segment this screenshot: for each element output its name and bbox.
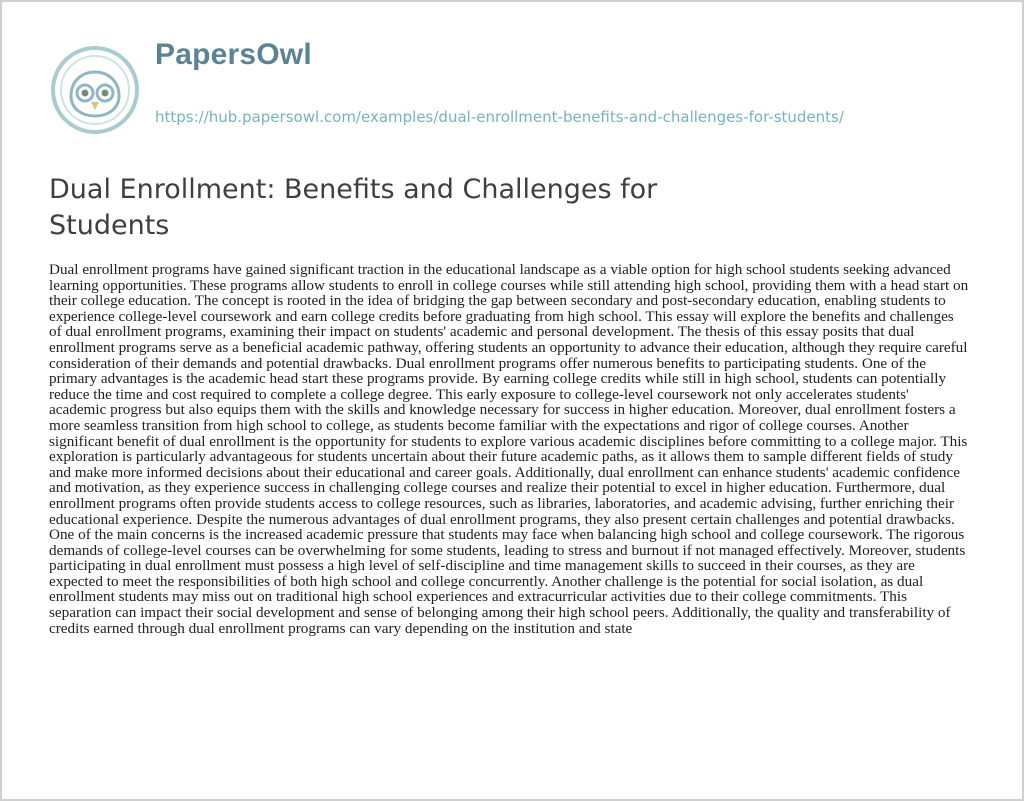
source-url[interactable]: https://hub.papersowl.com/examples/dual-enrollment-benefits-and-challenges-for-students/: [155, 108, 844, 126]
owl-logo-icon: [49, 44, 141, 136]
document-body: Dual enrollment programs have gained significant traction in the educational landscape as a viable option for high school students seeking advanced learning opportunities. These programs allow students to enroll in college courses while still attending high school, providing them with a head start on their college education. The concept is rooted in the idea of bridging the gap between secondary and post-secondary education, enabling students to experience college-level coursework and earn college credits before graduating from high school. This essay will explore the benefits and challenges of dual enrollment programs, examining their impact on students' academic and personal development. The thesis of this essay posits that dual enrollment programs serve as a beneficial academic pathway, offering students an opportunity to advance their education, although they require careful consideration of their demands and potential drawbacks. Dual enrollment programs offer numerous benefits to participating students. One of the primary advantages is the academic head start these programs provide. By earning college credits while still in high school, students can potentially reduce the time and cost required to complete a college degree. This early exposure to college-level coursework not only accelerates students' academic progress but also equips them with the skills and knowledge necessary for success in higher education. Moreover, dual enrollment fosters a more seamless transition from high school to college, as students become familiar with the expectations and rigor of college courses. Another significant benefit of dual enrollment is the opportunity for students to explore various academic disciplines before committing to a college major. This exploration is particularly advantageous for students uncertain about their future academic paths, as it allows them to sample different fields of study and make more informed decisions about their educational and career goals. Additionally, dual enrollment can enhance students' academic confidence and motivation, as they experience success in challenging college courses and realize their potential to excel in higher education. Furthermore, dual enrollment programs often provide students access to college resources, such as libraries, laboratories, and academic advising, further enriching their educational experience. Despite the numerous advantages of dual enrollment programs, they also present certain challenges and potential drawbacks. One of the main concerns is the increased academic pressure that students may face when balancing high school and college coursework. The rigorous demands of college-level courses can be overwhelming for some students, leading to stress and burnout if not managed effectively. Moreover, students participating in dual enrollment must possess a high level of self-discipline and time management skills to succeed in their courses, as they are expected to meet the responsibilities of both high school and college concurrently. Another challenge is the potential for social isolation, as dual enrollment students may miss out on traditional high school experiences and extracurricular activities due to their college commitments. This separation can impact their social development and sense of belonging among their high school peers. Additionally, the quality and transferability of credits earned through dual enrollment programs can vary depending on the institution and state: [49, 261, 969, 637]
document-title: Dual Enrollment: Benefits and Challenges for Students: [49, 174, 658, 241]
brand-name: PapersOwl: [155, 38, 312, 71]
site-header: [49, 36, 989, 146]
